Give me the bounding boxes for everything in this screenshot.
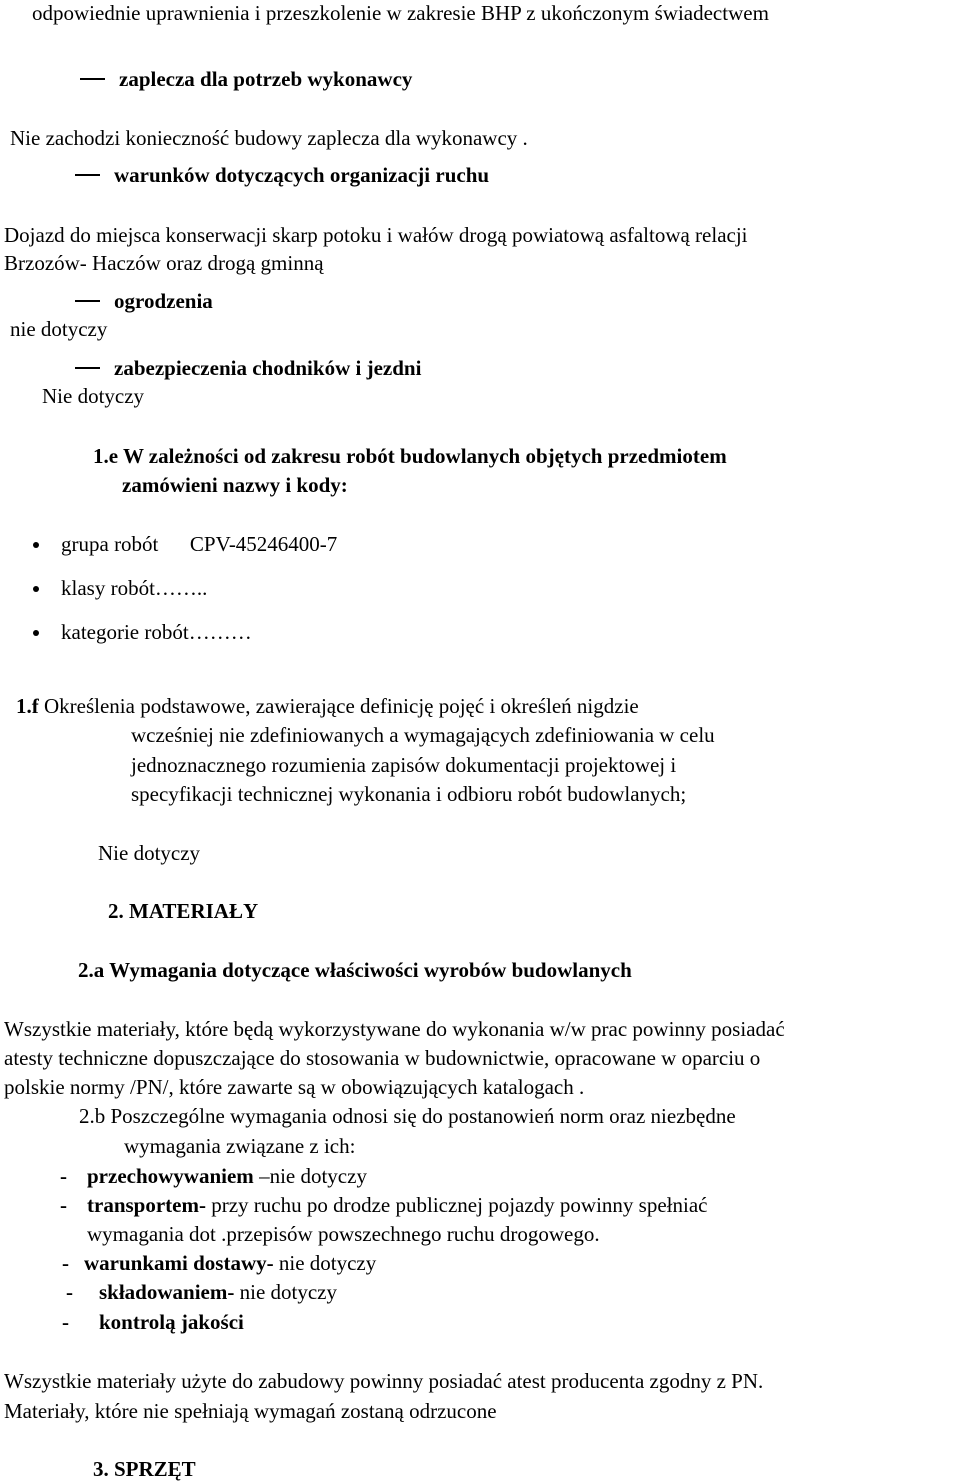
text-line: 1.f Określenia podstawowe, zawierające definicję pojęć i określeń nigdzie — [16, 694, 639, 718]
text-line: wcześniej nie zdefiniowanych a wymagających zdefiniowania w celu — [131, 723, 715, 747]
text-line: 2.b Poszczególne wymagania odnosi się do postanowień norm oraz niezbędne — [79, 1104, 736, 1128]
text-line: nie dotyczy — [10, 317, 108, 341]
text-line: polskie normy /PN/, które zawarte są w obowiązujących katalogach . — [4, 1075, 585, 1099]
dash-marker — [75, 174, 100, 176]
list-item: składowaniem- nie dotyczy — [99, 1280, 337, 1304]
list-item: - — [66, 1280, 73, 1304]
list-item: grupa robót CPV-45246400-7 — [61, 532, 338, 556]
text-line: Materiały, które nie spełniają wymagań zostaną odrzucone — [4, 1399, 497, 1423]
list-item: klasy robót…….. — [61, 576, 208, 600]
bullet-marker — [33, 542, 39, 548]
text-line: odpowiednie uprawnienia i przeszkolenie w zakresie BHP z ukończonym świadectwem — [32, 1, 769, 25]
text-line: wymagania związane z ich: — [124, 1134, 356, 1158]
section-heading: warunków dotyczących organizacji ruchu — [75, 165, 489, 186]
section-heading: 2.a Wymagania dotyczące właściwości wyrobów budowlanych — [78, 958, 632, 982]
list-item: - — [60, 1193, 67, 1217]
text-line: Dojazd do miejsca konserwacji skarp potoku i wałów drogą powiatową asfaltową relacji — [4, 223, 748, 247]
list-item: kategorie robót……… — [61, 620, 252, 644]
text-line: Nie dotyczy — [98, 841, 201, 865]
text-line: atesty techniczne dopuszczające do stosowania w budownictwie, opracowane w oparciu o — [4, 1046, 761, 1070]
section-heading: 2. MATERIAŁY — [108, 899, 259, 923]
list-item: - — [60, 1164, 67, 1188]
list-item: warunkami dostawy- nie dotyczy — [84, 1251, 377, 1275]
list-item: przechowywaniem –nie dotyczy — [87, 1164, 367, 1188]
text-line: Nie zachodzi konieczność budowy zaplecza dla wykonawcy . — [10, 126, 528, 150]
list-item: kontrolą jakości — [99, 1310, 244, 1334]
section-heading: ogrodzenia — [75, 291, 213, 312]
section-heading: zabezpieczenia chodników i jezdni — [75, 358, 421, 379]
text-line: Brzozów- Haczów oraz drogą gminną — [4, 251, 324, 275]
dash-marker — [80, 78, 105, 80]
text-line: Nie dotyczy — [42, 384, 145, 408]
section-heading: 1.e W zależności od zakresu robót budowlanych objętych przedmiotem — [93, 444, 727, 468]
bullet-marker — [33, 586, 39, 592]
section-heading: zaplecza dla potrzeb wykonawcy — [80, 69, 412, 90]
list-item: - — [62, 1251, 69, 1275]
dash-marker — [75, 367, 100, 369]
text-line: jednoznacznego rozumienia zapisów dokumentacji projektowej i — [131, 753, 677, 777]
section-heading: 3. SPRZĘT — [93, 1457, 196, 1481]
text-line: Wszystkie materiały użyte do zabudowy powinny posiadać atest producenta zgodny z PN. — [4, 1369, 764, 1393]
section-heading: zamówieni nazwy i kody: — [122, 473, 348, 497]
text-line: wymagania dot .przepisów powszechnego ruchu drogowego. — [87, 1222, 600, 1246]
list-item: transportem- przy ruchu po drodze publicznej pojazdy powinny spełniać — [87, 1193, 708, 1217]
list-item: - — [62, 1310, 69, 1334]
dash-marker — [75, 300, 100, 302]
bullet-marker — [33, 630, 39, 636]
text-line: specyfikacji technicznej wykonania i odbioru robót budowlanych; — [131, 782, 687, 806]
text-line: Wszystkie materiały, które będą wykorzystywane do wykonania w/w prac powinny posiadać — [4, 1017, 785, 1041]
